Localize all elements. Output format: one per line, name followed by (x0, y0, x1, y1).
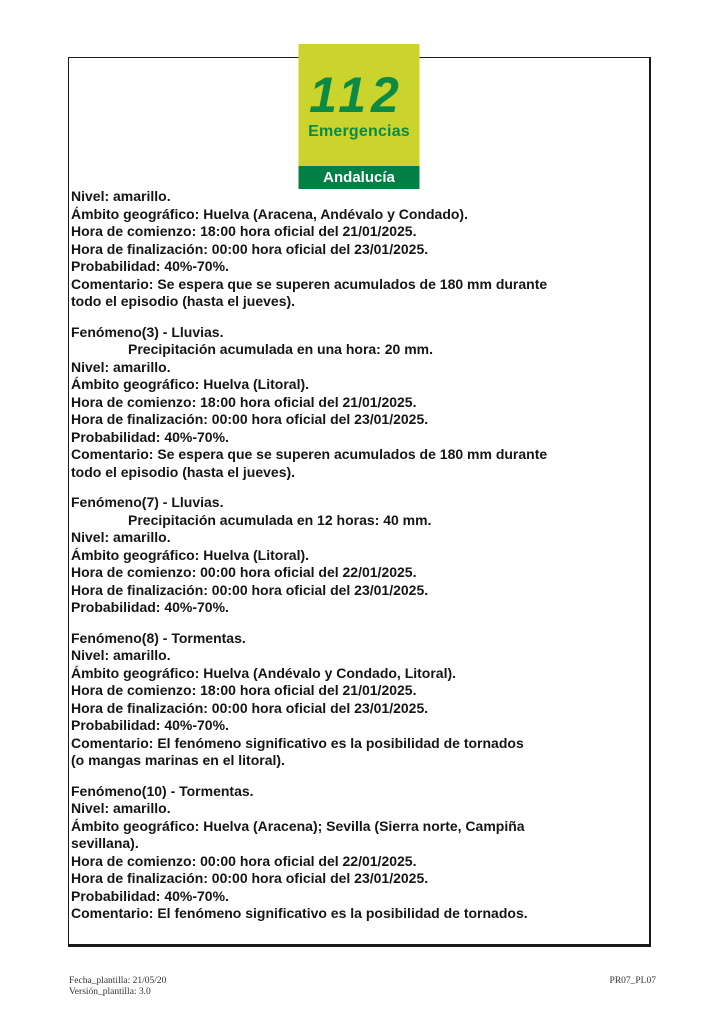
text-line: todo el episodio (hasta el jueves). (71, 293, 296, 309)
text-line: sevillana). (71, 835, 139, 851)
text-line: Probabilidad: 40%-70%. (71, 599, 229, 615)
text-line: Probabilidad: 40%-70%. (71, 717, 229, 733)
text-line: Ámbito geográfico: Huelva (Litoral). (71, 376, 310, 392)
text-line: Nivel: amarillo. (71, 647, 171, 663)
text-line: Hora de finalización: 00:00 hora oficial del 23/01/2025. (71, 870, 429, 886)
text-line: Ámbito geográfico: Huelva (Aracena, Andévalo y Condado). (71, 205, 468, 222)
logo-yellow-block (299, 44, 420, 166)
text-line: Probabilidad: 40%-70%. (71, 258, 229, 274)
text-line: Hora de finalización: 00:00 hora oficial del 23/01/2025. (71, 411, 429, 427)
alert-body (71, 188, 643, 923)
footer-template-info (69, 976, 166, 998)
text-line: Comentario: Se espera que se superen acumulados de 180 mm durante (71, 446, 548, 462)
text-line: Nivel: amarillo. (71, 358, 171, 375)
text-line: Fenómeno(8) - Tormentas. (71, 629, 246, 646)
document-page-border (68, 57, 651, 947)
phenomenon-section (71, 630, 643, 770)
logo-andalucia-bar: Andalucía (299, 166, 420, 189)
text-line: (o mangas marinas en el litoral). (71, 752, 285, 768)
text-line: Fenómeno(3) - Lluvias. (71, 323, 224, 340)
text-line: Precipitación acumulada en 12 horas: 40 mm. (128, 511, 432, 528)
text-line: Hora de finalización: 00:00 hora oficial del 23/01/2025. (71, 581, 429, 598)
text-line: Nivel: amarillo. (71, 188, 171, 204)
logo-emergencias-label: Emergencias (308, 123, 410, 140)
footer-template-version: Versión_plantilla: 3.0 (69, 987, 151, 997)
text-line: Nivel: amarillo. (71, 800, 171, 816)
phenomenon-section (71, 494, 643, 617)
text-line: Fenómeno(10) - Tormentas. (71, 782, 254, 799)
text-line: Hora de comienzo: 00:00 hora oficial del 22/01/2025. (71, 564, 417, 580)
text-line: Comentario: El fenómeno significativo es la posibilidad de tornados. (71, 905, 528, 921)
text-line: Comentario: Se espera que se superen acumulados de 180 mm durante (71, 275, 548, 292)
text-line: Hora de comienzo: 18:00 hora oficial del 21/01/2025. (71, 393, 417, 410)
logo-112-number: 112 (309, 67, 404, 123)
text-line: Ámbito geográfico: Huelva (Aracena); Sevilla (Sierra norte, Campiña (71, 817, 525, 834)
phenomenon-section (71, 324, 643, 482)
text-line: Hora de finalización: 00:00 hora oficial del 23/01/2025. (71, 699, 429, 716)
text-line: Hora de finalización: 00:00 hora oficial del 23/01/2025. (71, 240, 429, 257)
text-line: Hora de comienzo: 18:00 hora oficial del 21/01/2025. (71, 682, 417, 698)
text-line: Comentario: El fenómeno significativo es la posibilidad de tornados (71, 734, 524, 751)
text-line: Hora de comienzo: 18:00 hora oficial del 21/01/2025. (71, 223, 417, 239)
phenomenon-section (71, 188, 643, 311)
text-line: Precipitación acumulada en una hora: 20 mm. (128, 341, 433, 357)
text-line: Fenómeno(7) - Lluvias. (71, 494, 224, 510)
emergency-112-logo (299, 44, 420, 189)
text-line: Hora de comienzo: 00:00 hora oficial del 22/01/2025. (71, 852, 417, 869)
footer-document-code: PR07_PL07 (609, 976, 656, 986)
text-line: Probabilidad: 40%-70%. (71, 887, 229, 904)
text-line: Probabilidad: 40%-70%. (71, 428, 229, 445)
text-line: Ámbito geográfico: Huelva (Litoral). (71, 546, 310, 563)
text-line: Nivel: amarillo. (71, 529, 171, 545)
text-line: Ámbito geográfico: Huelva (Andévalo y Condado, Litoral). (71, 664, 457, 681)
phenomenon-section (71, 783, 643, 923)
text-line: todo el episodio (hasta el jueves). (71, 463, 296, 480)
footer-template-date: Fecha_plantilla: 21/05/20 (69, 976, 167, 986)
